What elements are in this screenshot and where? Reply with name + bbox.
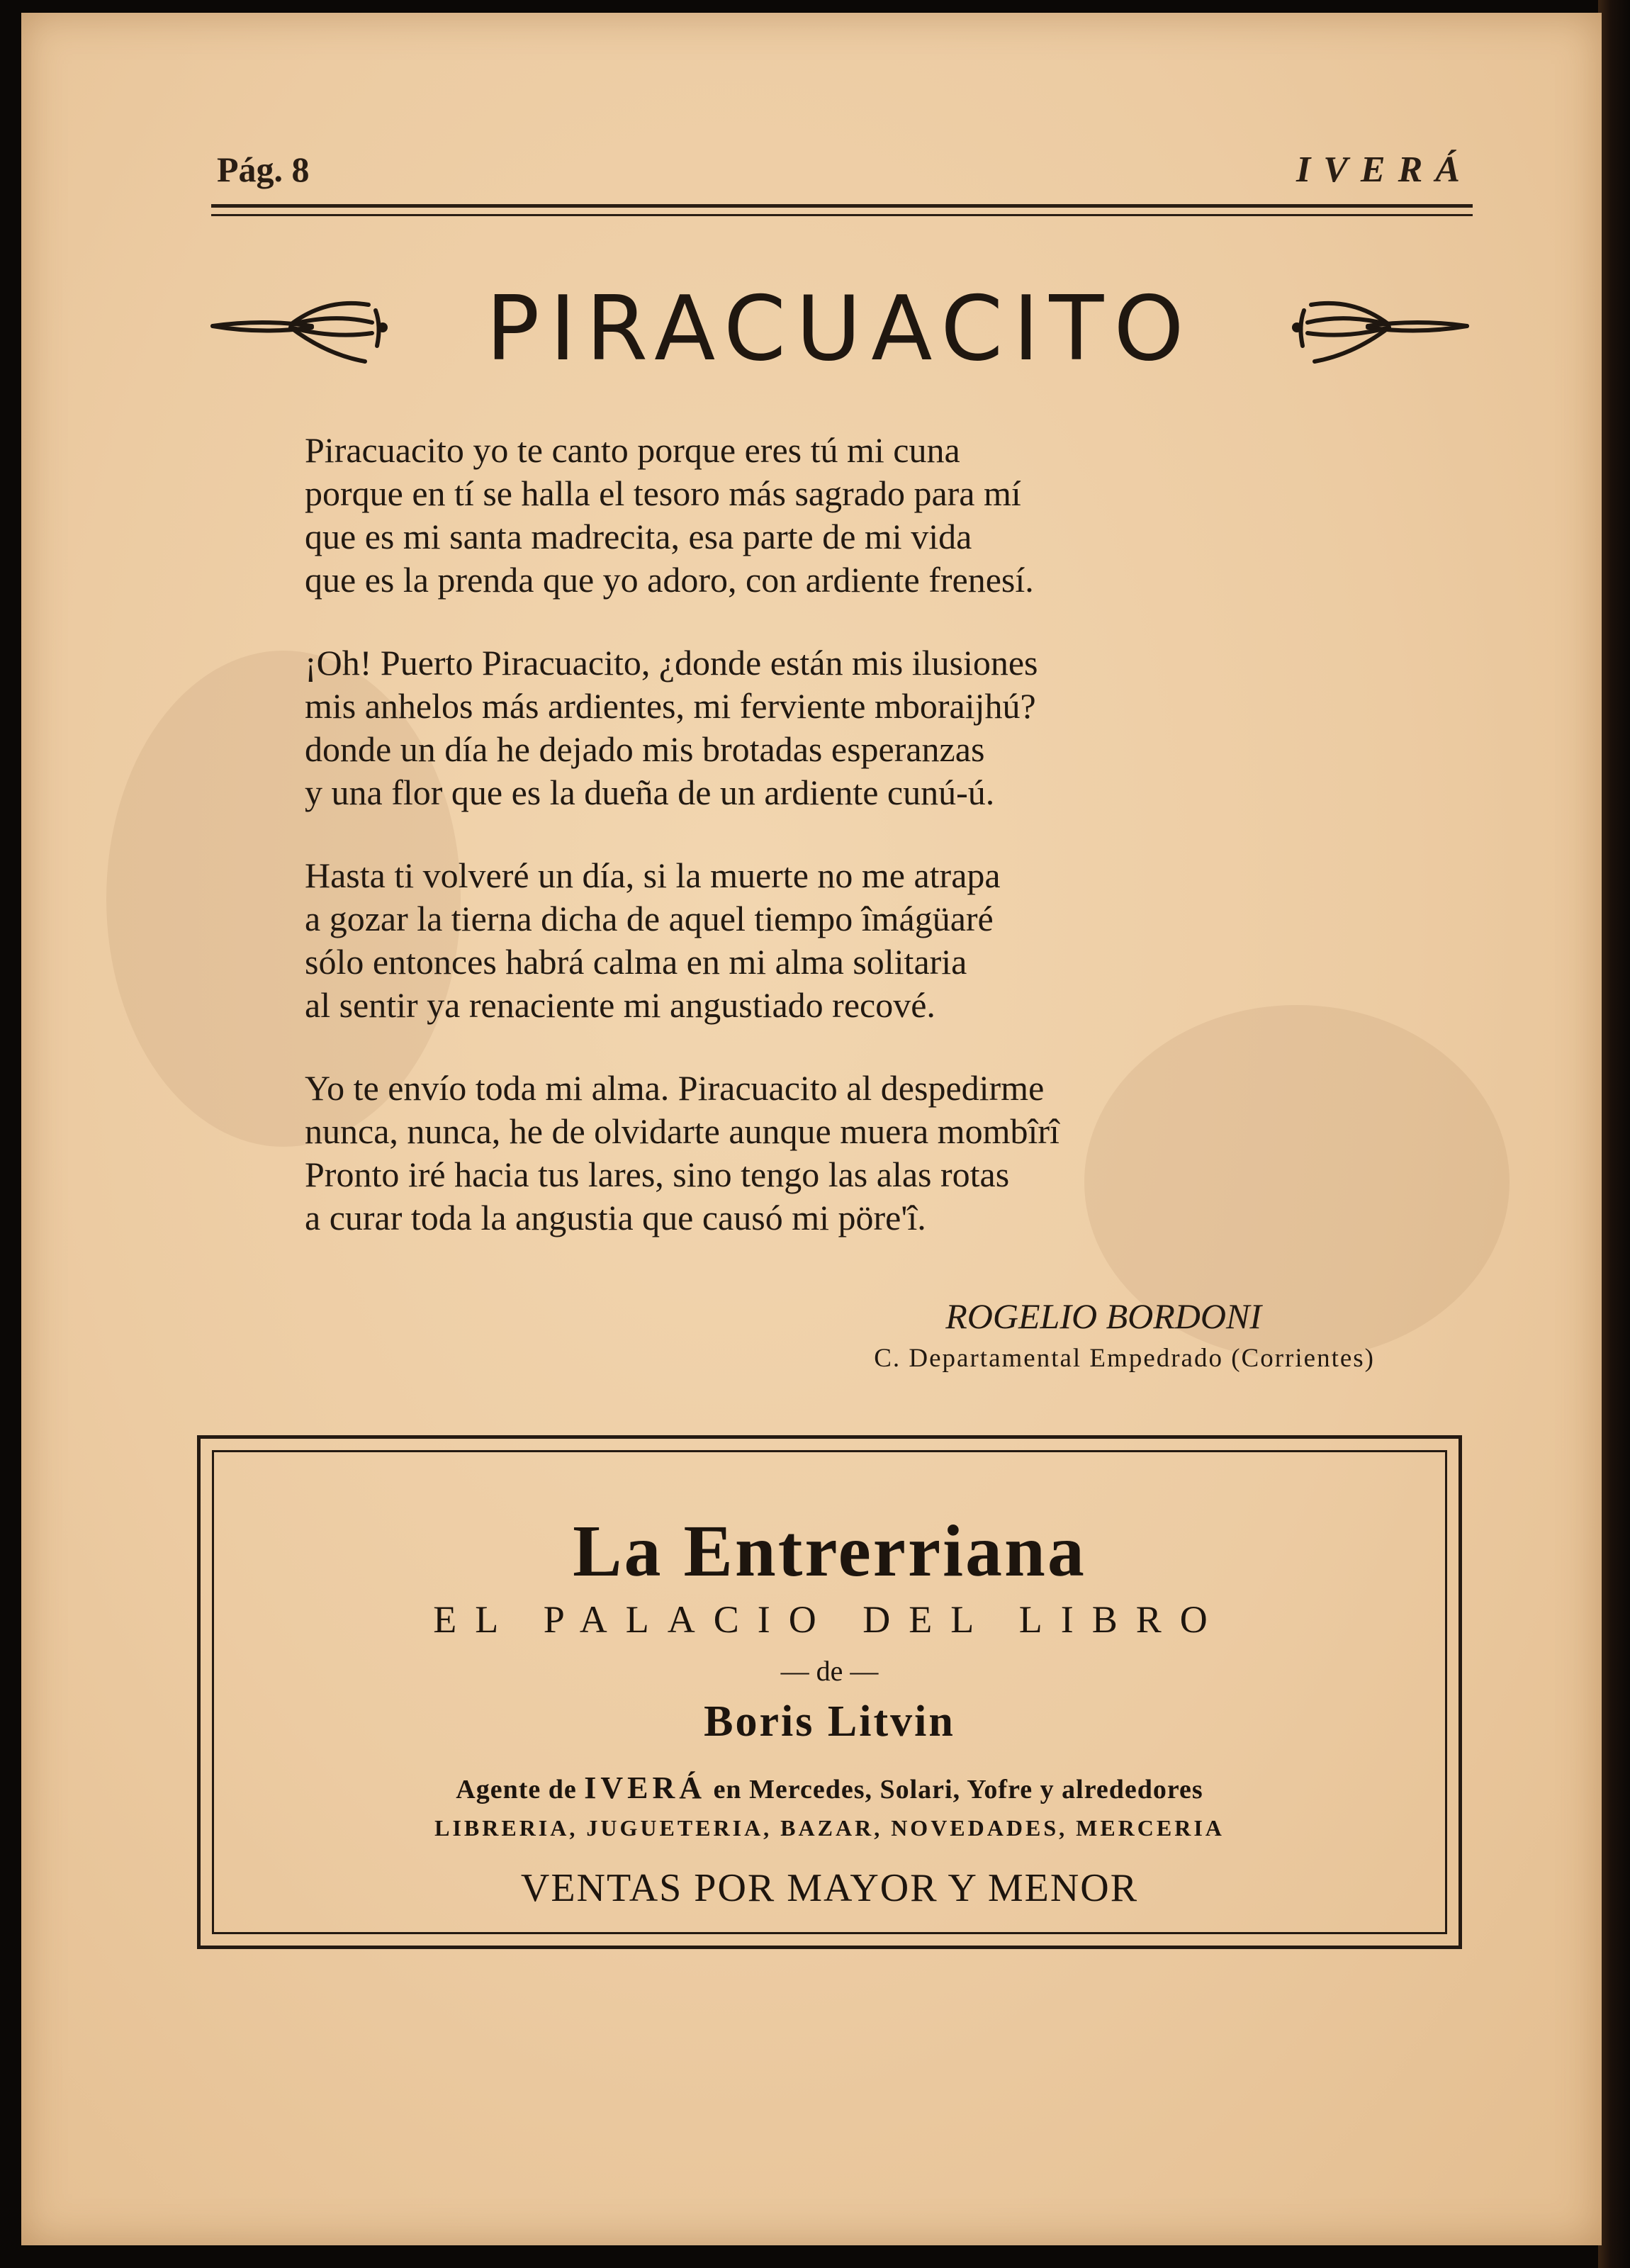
poem-line: y una flor que es la dueña de un ardiente cunú-ú. bbox=[305, 773, 995, 812]
ad-agent-brand: IVERÁ bbox=[584, 1770, 707, 1805]
journal-name: IVERÁ bbox=[1296, 150, 1473, 190]
poem-author: ROGELIO BORDONI bbox=[945, 1296, 1261, 1336]
stanza bbox=[305, 641, 1368, 814]
poem-line: al sentir ya renaciente mi angustiado recové. bbox=[305, 985, 935, 1025]
ad-agent-suffix: en Mercedes, Solari, Yofre y alrededores bbox=[713, 1775, 1203, 1804]
poem-line: Piracuacito yo te canto porque eres tú mi cuna bbox=[305, 430, 960, 470]
poem-line: sólo entonces habrá calma en mi alma solitaria bbox=[305, 942, 967, 982]
advertisement-inner-frame bbox=[212, 1450, 1447, 1934]
ad-sales: VENTAS POR MAYOR Y MENOR bbox=[520, 1866, 1139, 1910]
poem-line: ¡Oh! Puerto Piracuacito, ¿donde están mis ilusiones bbox=[305, 643, 1038, 683]
ad-de: — de — bbox=[780, 1655, 879, 1687]
poem-line: a curar toda la angustia que causó mi pöre'î. bbox=[305, 1198, 926, 1237]
poem-line: Pronto iré hacia tus lares, sino tengo las alas rotas bbox=[305, 1155, 1010, 1194]
ad-agent-prefix: Agente de bbox=[456, 1775, 577, 1804]
poem-title-row bbox=[206, 269, 1474, 383]
book-spine-edge bbox=[1598, 0, 1630, 2268]
header-rule-thick bbox=[211, 204, 1473, 208]
page-header bbox=[190, 149, 1473, 198]
poem-line: a gozar la tierna dicha de aquel tiempo îmágüaré bbox=[305, 899, 994, 938]
page-number: Pág. 8 bbox=[217, 150, 310, 189]
poem-line: Hasta ti volveré un día, si la muerte no me atrapa bbox=[305, 855, 1001, 895]
poem-line: que es la prenda que yo adoro, con ardiente frenesí. bbox=[305, 560, 1034, 600]
ad-agent-line bbox=[214, 1770, 1445, 1806]
poem-line: donde un día he dejado mis brotadas esperanzas bbox=[305, 729, 985, 769]
ad-owner: Boris Litvin bbox=[704, 1697, 955, 1746]
stanza bbox=[305, 854, 1368, 1027]
header-rule-thin bbox=[211, 214, 1473, 216]
poem-title: PIRACUACITO bbox=[485, 276, 1194, 381]
poem-line: que es mi santa madrecita, esa parte de mi vida bbox=[305, 517, 972, 556]
poem-line: Yo te envío toda mi alma. Piracuacito al despedirme bbox=[305, 1068, 1045, 1108]
poem-line: mis anhelos más ardientes, mi ferviente mboraijhú? bbox=[305, 686, 1036, 726]
ad-business-name: La Entrerriana bbox=[573, 1510, 1086, 1592]
author-location: C. Departamental Empedrado (Corrientes) bbox=[874, 1344, 1375, 1373]
stanza bbox=[305, 429, 1368, 602]
poem-line: porque en tí se halla el tesoro más sagrado para mí bbox=[305, 473, 1021, 513]
poem-body bbox=[305, 429, 1368, 1279]
advertisement-box bbox=[197, 1435, 1462, 1949]
right-ornament-icon bbox=[1290, 284, 1474, 369]
poem-line: nunca, nunca, he de olvidarte aunque muera mombîrî bbox=[305, 1111, 1060, 1151]
ad-categories: LIBRERIA, JUGUETERIA, BAZAR, NOVEDADES, MERCERIA bbox=[434, 1815, 1225, 1841]
stanza bbox=[305, 1067, 1368, 1240]
ad-subtitle: EL PALACIO DEL LIBRO bbox=[433, 1598, 1226, 1641]
